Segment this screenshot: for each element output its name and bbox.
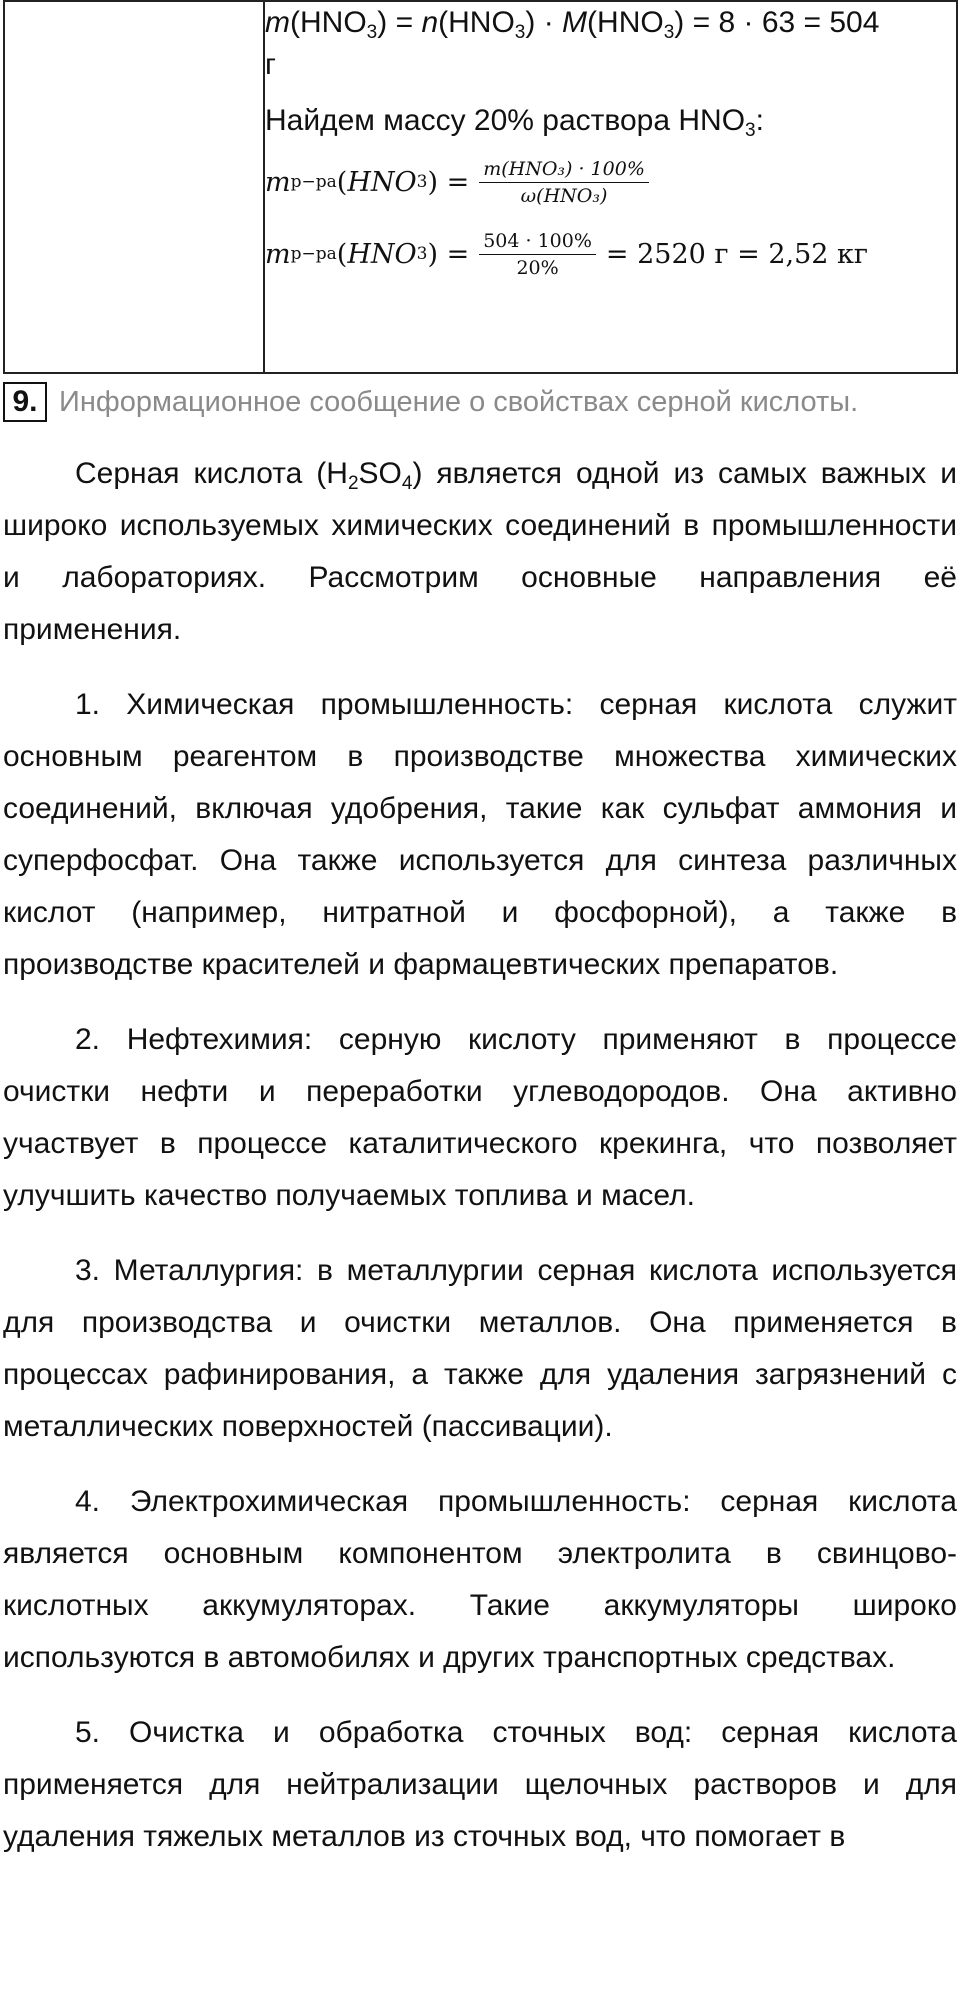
subscript: 2 bbox=[347, 473, 359, 494]
solution-table bbox=[3, 0, 958, 374]
solution-cell bbox=[264, 1, 957, 373]
subscript: 3 bbox=[366, 22, 378, 43]
var-molar-mass: M bbox=[562, 6, 588, 39]
formula-result: = 2520 г = 2,52 кг bbox=[605, 238, 869, 270]
paragraph-metallurgy: 3. Металлургия: в металлургии серная кислота используется для производства и очистки металлов. Она применяется в процессах рафинирования, а также для удаления загрязнений с металлических поверхностей (пассивации). bbox=[3, 1254, 957, 1443]
task-title: Информационное сообщение о свойствах серной кислоты. bbox=[59, 385, 859, 418]
fraction-numerator: m(HNO₃) · 100% bbox=[479, 158, 649, 183]
subscript: 3 bbox=[663, 22, 675, 43]
task-header bbox=[3, 382, 858, 422]
chem-hno: HNO bbox=[300, 6, 367, 39]
text-run: SO bbox=[358, 457, 402, 490]
task-number-box: 9. bbox=[3, 382, 47, 422]
solution-mass-formula: m р−ра ( HNO 3 ) = $\frac{\text{m(HNO₃) · 100\%}}{\text{ω(HNO₃)}}$ bbox=[265, 150, 956, 214]
text-run: Серная кислота (H bbox=[75, 457, 348, 490]
subscript: 3 bbox=[745, 120, 756, 141]
fraction-denominator: ω(HNO₃) bbox=[520, 184, 608, 207]
subscript: 4 bbox=[401, 473, 413, 494]
paragraph-chemical-industry: 1. Химическая промышленность: серная кислота служит основным реагентом в производстве множества химических соединений, включая удобрения, такие как сульфат аммония и суперфосфат. Она также используется для синтеза различных кислот (например, нитратной и фосфорной), а также в производстве красителей и фармацевтических препаратов. bbox=[3, 688, 957, 981]
text-run: ) является одной из самых важных и широко используемых химических соединений в промышленности и лабораториях. Рассмотрим основные направления её применения. bbox=[3, 457, 957, 646]
solution-mass-result: m р−ра ( HNO 3 ) = $\frac{504 \cdot 100\%}{20\%}$ = 2520 г = 2,52 кг bbox=[265, 229, 869, 279]
math-arg: HNO bbox=[347, 238, 417, 270]
given-cell bbox=[4, 1, 264, 373]
fraction-numerator: 504 · 100% bbox=[479, 230, 596, 255]
fraction bbox=[479, 158, 649, 207]
subscript: 3 bbox=[514, 22, 526, 43]
mass-unit-line bbox=[265, 44, 956, 86]
math-m: m bbox=[265, 238, 291, 270]
var-n: n bbox=[421, 6, 439, 39]
chem-hno: HNO bbox=[448, 6, 515, 39]
math-arg: HNO bbox=[347, 166, 417, 198]
colon: : bbox=[755, 104, 764, 137]
unit-gram: г bbox=[265, 48, 276, 81]
paragraph-petrochemistry: 2. Нефтехимия: серную кислоту применяют в процессе очистки нефти и переработки углеводородов. Она активно участвует в процессе каталитического крекинга, что позволяет улучшить качество получаемых топлива и масел. bbox=[3, 1023, 957, 1212]
paragraph-wastewater: 5. Очистка и обработка сточных вод: серная кислота применяется для нейтрализации щелочных растворов и для удаления тяжелых металлов из сточных вод, что помогает в bbox=[3, 1716, 957, 1853]
article-body bbox=[3, 448, 957, 1886]
solution-table-wrap bbox=[3, 0, 958, 374]
calc-result: = 8 · 63 = 504 bbox=[684, 6, 880, 39]
math-m: m bbox=[265, 166, 291, 198]
var-m: m bbox=[265, 6, 290, 39]
paragraph-electrochemistry: 4. Электрохимическая промышленность: серная кислота является основным компонентом электролита в свинцово-кислотных аккумуляторах. Такие аккумуляторы широко используются в автомобилях и других транспортных средствах. bbox=[3, 1485, 957, 1674]
chem-hno: HNO bbox=[597, 6, 664, 39]
fraction bbox=[479, 230, 596, 279]
find-mass-text: Найдем массу 20% раствора HNO bbox=[265, 104, 746, 137]
intro-paragraph bbox=[3, 448, 957, 656]
mass-calculation-line: $m(HNO_3) = n(HNO_3) \cdot M(HNO_3) = 8 \cdot 63 = 504$ bbox=[265, 6, 880, 43]
fraction-denominator: 20% bbox=[516, 256, 559, 279]
find-solution-mass-line bbox=[265, 100, 956, 142]
